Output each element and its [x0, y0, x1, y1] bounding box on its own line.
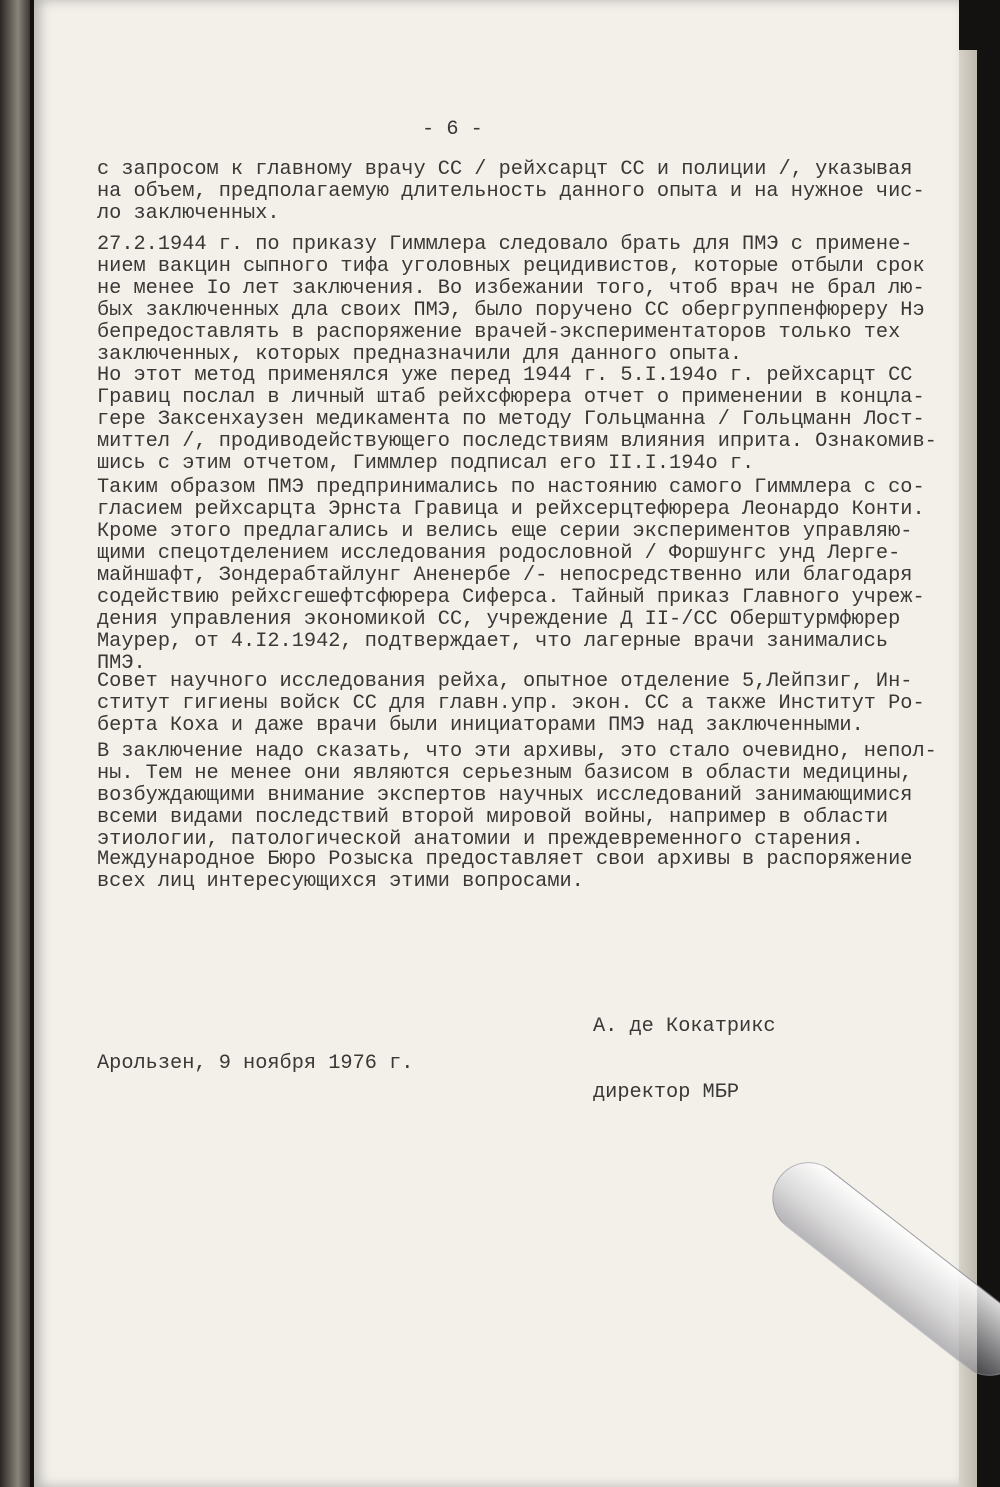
text-line: нием вакцин сыпного тифа уголовных рецидивистов, которые отбыли срок [97, 255, 925, 278]
paragraph [97, 671, 925, 737]
text-line: заключенных, которых предназначили для данного опыта. [97, 343, 743, 366]
text-line: дения управления экономикой СС, учреждение Д II-/СС Оберштурмфюрер [97, 608, 901, 631]
text-line: миттел /, продиводействующего последствиям влияния иприта. Ознакомив- [97, 430, 937, 453]
text-line: Совет научного исследования рейха, опытное отделение 5,Лейпзиг, Ин- [97, 670, 913, 693]
text-line: ло заключенных. [97, 202, 280, 225]
page-number: - 6 - [422, 118, 483, 141]
text-line: ны. Тем не менее они являются серьезным базисом в области медицины, [97, 762, 913, 785]
paragraph [97, 234, 925, 366]
text-line: майншафт, Зондерабтайлунг Аненербе /- непосредственно или благодаря [97, 564, 913, 587]
text-line: бых заключенных дла своих ПМЭ, было поручено СС обергруппенфюреру Нэ [97, 299, 925, 322]
text-line: В заключение надо сказать, что эти архивы, это стало очевидно, непол- [97, 740, 937, 763]
text-line: ПМЭ. [97, 652, 146, 675]
paragraph [97, 365, 937, 475]
text-line: всех лиц интересующихся этими вопросами. [97, 870, 584, 893]
text-line: шись с этим отчетом, Гиммлер подписал его II.I.194о г. [97, 452, 755, 475]
paragraph [97, 849, 912, 893]
text-line: не менее Iо лет заключения. Во избежании того, чтоб врач не брал лю- [97, 277, 925, 300]
text-line: всеми видами последствий второй мировой войны, например в области [97, 806, 889, 829]
adjacent-page-edge [0, 0, 30, 1487]
signatory-title: директор МБР [593, 1081, 740, 1104]
signature-block [593, 972, 776, 1126]
text-line: с запросом к главному врачу СС / рейхсарцт СС и полиции /, указывая [97, 158, 913, 181]
place-and-date: Арользен, 9 ноября 1976 г. [97, 1052, 414, 1075]
text-line: ститут гигиены войск СС для главн.упр. экон. СС а также Институт Ро- [97, 692, 925, 715]
text-line: этиологии, патологической анатомии и преждевременного старения. [97, 828, 864, 851]
text-line: Таким образом ПМЭ предпринимались по настоянию самого Гиммлера с со- [97, 476, 925, 499]
text-line: Гравиц послал в личный штаб рейхсфюрера отчет о применении в концла- [97, 386, 925, 409]
signatory-name: А. де Кокатрикс [593, 1015, 776, 1038]
text-line: Маурер, от 4.I2.1942, подтверждает, что лагерные врачи занимались [97, 630, 889, 653]
text-line: содействию рейхсгешефтсфюрера Сиферса. Тайный приказ Главного учреж- [97, 586, 925, 609]
paragraph [97, 741, 937, 851]
text-line: возбуждающими внимание экспертов научных исследований занимающимися [97, 784, 913, 807]
text-line: гласием рейхсарцта Эрнста Гравица и рейхсерцтефюрера Леонардо Конти. [97, 498, 925, 521]
paragraph [97, 159, 925, 225]
text-line: 27.2.1944 г. по приказу Гиммлера следовало брать для ПМЭ с примене- [97, 233, 913, 256]
paragraph [97, 477, 925, 675]
text-line: на объем, предполагаемую длительность данного опыта и на нужное чис- [97, 180, 925, 203]
text-line: щими спецотделением исследования родословной / Форшунгс унд Лерге- [97, 542, 901, 565]
text-line: Но этот метод применялся уже перед 1944 г. 5.I.194о г. рейхсарцт СС [97, 364, 913, 387]
text-line: Международное Бюро Розыска предоставляет свои архивы в распоряжение [97, 848, 913, 871]
text-line: берта Коха и даже врачи были инициаторами ПМЭ над заключенными. [97, 714, 864, 737]
text-line: гере Заксенхаузен медикамента по методу Гольцманна / Гольцманн Лост- [97, 408, 925, 431]
text-line: Кроме этого предлагались и велись еще серии экспериментов управляю- [97, 520, 913, 543]
text-line: бепредоставлять в распоряжение врачей-экспериментаторов только тех [97, 321, 901, 344]
